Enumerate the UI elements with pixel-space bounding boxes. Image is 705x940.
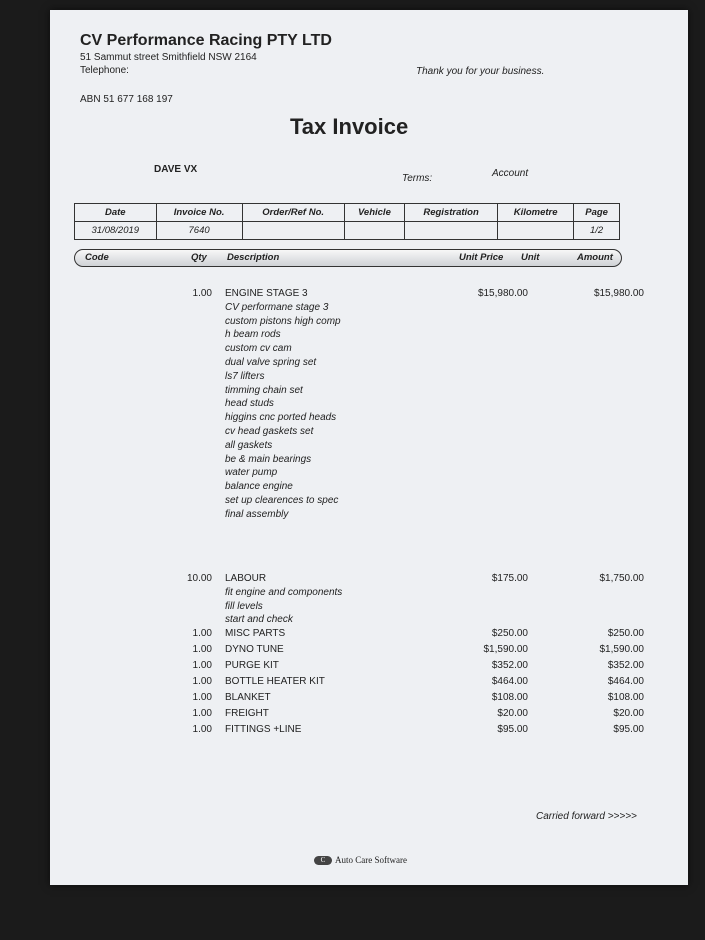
column-unit: Unit (521, 252, 540, 263)
software-name: Auto Care Software (335, 855, 407, 865)
item-description: LABOUR (225, 573, 267, 584)
item-detail-line: ls7 lifters (225, 370, 265, 382)
line-item (50, 628, 688, 643)
info-value-vehicle (344, 222, 404, 240)
column-unit-price: Unit Price (459, 252, 504, 263)
item-detail-line: balance engine (225, 481, 293, 493)
item-amount: $250.00 (607, 628, 644, 639)
item-description: BLANKET (225, 692, 271, 703)
item-amount: $108.00 (607, 692, 644, 703)
item-detail-line: custom cv cam (225, 343, 292, 355)
line-item (50, 724, 688, 739)
item-qty: 1.00 (192, 692, 212, 703)
info-value-order-ref (242, 222, 344, 240)
company-name: CV Performance Racing PTY LTD (80, 32, 332, 49)
item-detail-line: all gaskets (225, 439, 273, 451)
item-qty: 1.00 (192, 628, 212, 639)
item-description: DYNO TUNE (225, 644, 284, 655)
invoice-page (50, 10, 688, 885)
item-detail-line: final assembly (225, 508, 289, 520)
line-item (50, 676, 688, 691)
info-header-registration: Registration (405, 204, 498, 222)
item-detail-line: water pump (225, 467, 278, 479)
info-header-kilometre: Kilometre (498, 204, 574, 222)
info-header-order-ref: Order/Ref No. (242, 204, 344, 222)
item-detail-line: CV performane stage 3 (225, 301, 329, 313)
invoice-info-table (74, 203, 620, 240)
item-qty: 1.00 (192, 708, 212, 719)
line-items-header (74, 249, 622, 267)
info-value-date: 31/08/2019 (75, 222, 157, 240)
line-item (50, 692, 688, 707)
item-detail-line: timming chain set (225, 384, 303, 396)
terms-value: Account (492, 168, 529, 179)
item-unit-price: $108.00 (491, 692, 528, 703)
item-description: MISC PARTS (225, 628, 286, 639)
software-logo-icon: C (314, 856, 332, 865)
item-description: ENGINE STAGE 3 (225, 288, 308, 299)
item-detail-line: fit engine and components (225, 586, 343, 598)
item-detail-line: set up clearences to spec (225, 495, 339, 506)
item-qty: 1.00 (192, 676, 212, 687)
column-amount: Amount (577, 252, 613, 263)
info-header-row (75, 204, 620, 222)
item-qty: 1.00 (192, 660, 212, 671)
item-unit-price: $15,980.00 (477, 288, 528, 299)
item-detail-line: fill levels (225, 600, 263, 612)
item-qty: 10.00 (186, 573, 212, 584)
item-qty: 1.00 (192, 288, 212, 299)
item-amount: $1,590.00 (599, 644, 644, 655)
line-item (50, 288, 688, 303)
customer-name: DAVE VX (154, 164, 198, 175)
item-qty: 1.00 (192, 644, 212, 655)
item-detail-line: cv head gaskets set (225, 426, 314, 437)
line-item (50, 660, 688, 675)
line-item (50, 573, 688, 588)
line-item (50, 708, 688, 723)
item-amount: $95.00 (613, 724, 644, 735)
info-header-vehicle: Vehicle (344, 204, 404, 222)
column-qty: Qty (191, 252, 207, 263)
item-unit-price: $20.00 (497, 708, 528, 719)
item-amount: $15,980.00 (593, 288, 644, 299)
item-detail-line: dual valve spring set (225, 357, 317, 368)
item-unit-price: $464.00 (491, 676, 528, 687)
info-header-invoice-no: Invoice No. (156, 204, 242, 222)
item-unit-price: $175.00 (491, 573, 528, 584)
item-amount: $352.00 (607, 660, 644, 671)
company-address: 51 Sammut street Smithfield NSW 2164 (80, 52, 257, 63)
info-header-page: Page (574, 204, 620, 222)
item-detail-line: be & main bearings (225, 453, 312, 465)
item-unit-price: $352.00 (491, 660, 528, 671)
terms-label: Terms: (402, 173, 433, 184)
info-value-page: 1/2 (574, 222, 620, 240)
item-detail-line: head studs (225, 398, 274, 410)
item-description: PURGE KIT (225, 660, 279, 671)
item-unit-price: $1,590.00 (483, 644, 528, 655)
item-unit-price: $95.00 (497, 724, 528, 735)
item-detail-line: h beam rods (225, 329, 281, 341)
column-description: Description (227, 252, 280, 263)
company-abn: ABN 51 677 168 197 (80, 94, 173, 105)
thank-you-note: Thank you for your business. (416, 66, 545, 77)
item-description: FITTINGS +LINE (225, 724, 302, 735)
item-amount: $464.00 (607, 676, 644, 687)
item-description: BOTTLE HEATER KIT (225, 676, 325, 687)
item-description: FREIGHT (225, 708, 269, 719)
software-footer (314, 855, 407, 865)
info-value-invoice-no: 7640 (156, 222, 242, 240)
carried-forward-note: Carried forward >>>>> (536, 811, 637, 822)
info-value-kilometre (498, 222, 574, 240)
item-amount: $20.00 (613, 708, 644, 719)
item-unit-price: $250.00 (491, 628, 528, 639)
info-value-registration (405, 222, 498, 240)
item-detail-line: higgins cnc ported heads (225, 412, 337, 424)
info-header-date: Date (75, 204, 157, 222)
item-detail-line: custom pistons high comp (225, 315, 341, 327)
column-code: Code (85, 252, 109, 263)
company-telephone-label: Telephone: (80, 65, 129, 76)
item-qty: 1.00 (192, 724, 212, 735)
line-item (50, 644, 688, 659)
info-value-row (75, 222, 620, 240)
item-amount: $1,750.00 (599, 573, 644, 584)
invoice-title: Tax Invoice (290, 114, 409, 139)
item-detail-line: start and check (225, 614, 293, 626)
